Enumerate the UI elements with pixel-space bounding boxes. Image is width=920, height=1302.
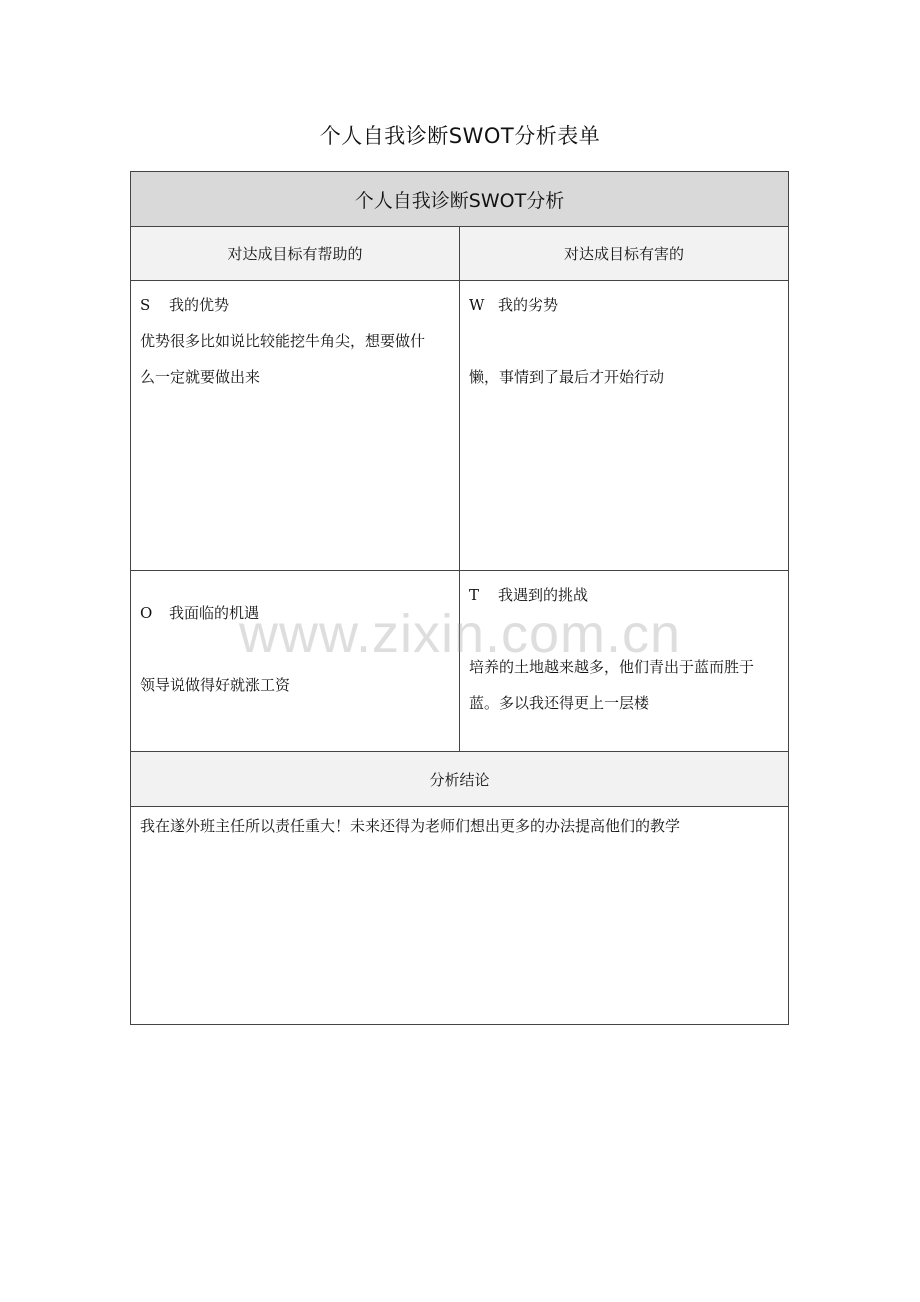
opportunities-letter: O <box>140 604 153 622</box>
strengths-text-line1: 优势很多比如说比较能挖牛角尖，想要做什 <box>140 332 426 350</box>
strengths-cell <box>131 281 460 571</box>
opportunities-heading-text: 我面临的机遇 <box>169 604 260 622</box>
opportunities-cell <box>131 571 460 752</box>
conclusion-header: 分析结论 <box>131 752 789 807</box>
swot-table <box>130 171 789 1025</box>
threats-cell <box>460 571 789 752</box>
weaknesses-spacer <box>469 323 780 359</box>
threats-letter: T <box>469 586 480 604</box>
swot-table-header: 个人自我诊断SWOT分析 <box>131 172 789 227</box>
strengths-letter: S <box>140 296 151 314</box>
column-helpful-header: 对达成目标有帮助的 <box>131 227 460 281</box>
weaknesses-heading <box>469 287 780 323</box>
document-title: 个人自我诊断SWOT分析表单 <box>319 124 601 148</box>
strengths-text-line2: 么一定就要做出来 <box>140 368 261 386</box>
strengths-heading-text: 我的优势 <box>169 296 230 314</box>
opportunities-spacer <box>140 631 451 667</box>
threats-spacer <box>469 613 780 649</box>
weaknesses-letter: W <box>469 296 485 314</box>
strengths-heading <box>140 287 451 323</box>
opportunities-text: 领导说做得好就涨工资 <box>140 676 291 694</box>
watermark: www.zixin.com.cn <box>238 604 682 664</box>
column-harmful-header: 对达成目标有害的 <box>460 227 789 281</box>
threats-heading <box>469 577 780 613</box>
weaknesses-cell <box>460 281 789 571</box>
opportunities-heading <box>140 595 451 631</box>
weaknesses-text: 懒，事情到了最后才开始行动 <box>469 368 665 386</box>
weaknesses-heading-text: 我的劣势 <box>498 296 559 314</box>
threats-text-line1: 培养的土地越来越多，他们青出于蓝而胜于 <box>469 658 755 676</box>
threats-text-line2: 蓝。多以我还得更上一层楼 <box>469 694 650 712</box>
threats-heading-text: 我遇到的挑战 <box>498 586 589 604</box>
conclusion-text: 我在遂外班主任所以责任重大！未来还得为老师们想出更多的办法提高他们的教学 <box>131 807 789 1025</box>
